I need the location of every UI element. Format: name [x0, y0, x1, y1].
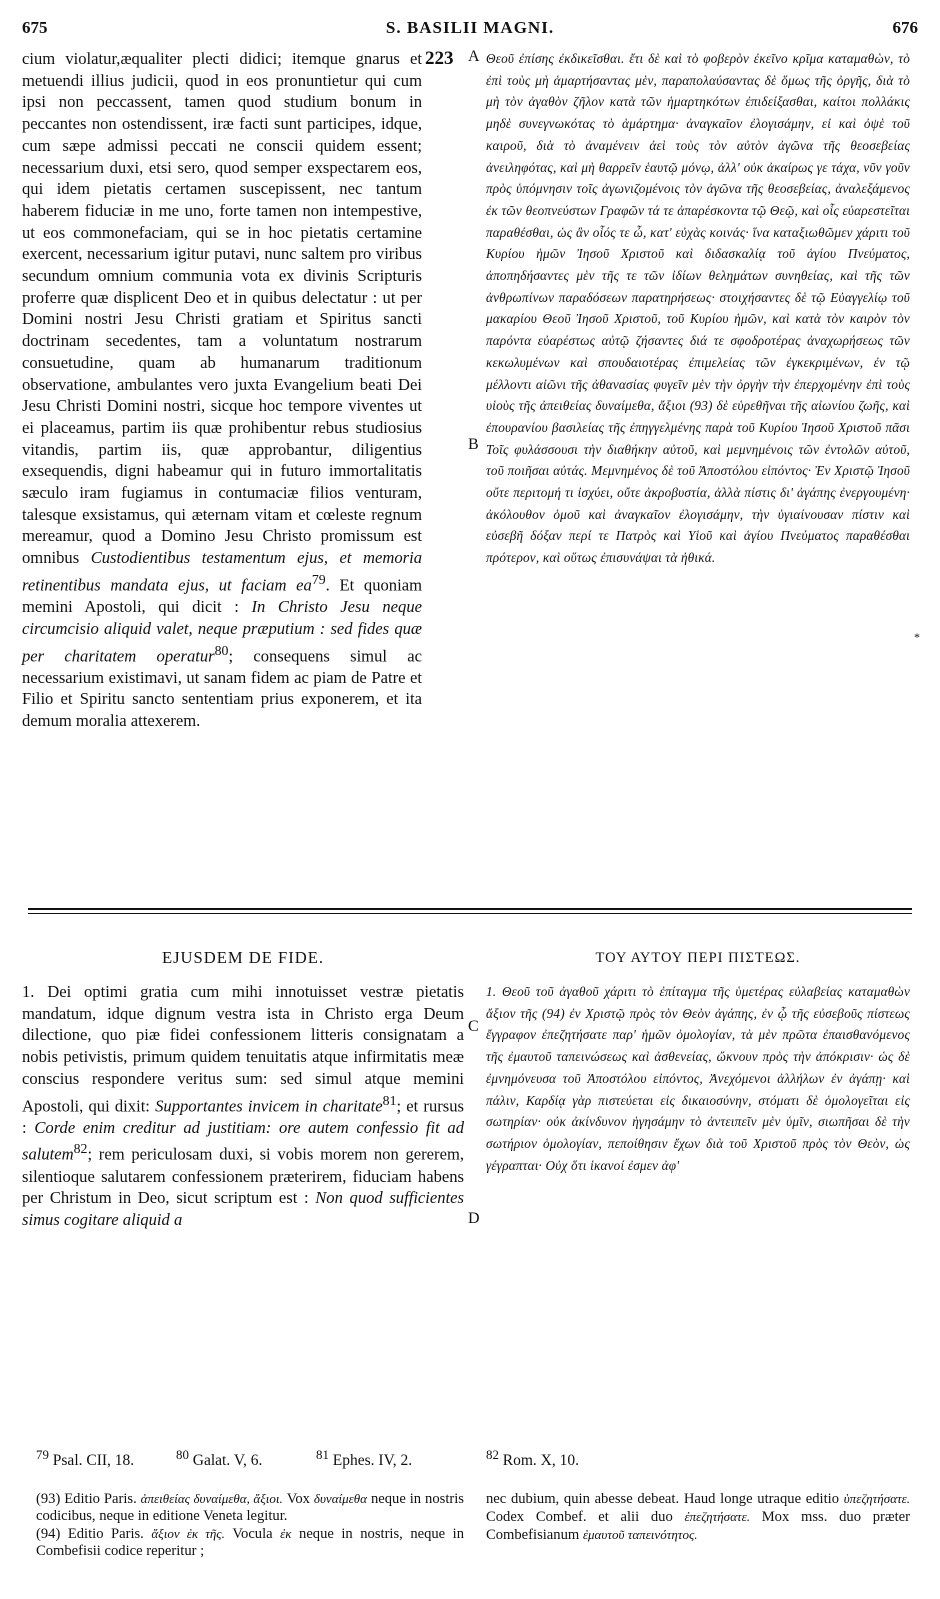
scripture-ref: $^{82}$ Rom. X, 10. — [486, 1447, 579, 1470]
section-divider — [28, 908, 912, 910]
greek-paragraph-top: Θεοῦ ἐπίσης ἐκδικεῖσθαι. ἔτι δὲ καὶ τὸ φοβερὸν ἐκεῖνο κρῖμα καταμαθὼν, τὸ ἐπὶ τοὺς μὴ ἁμαρτήσαντας μὲν, παραπολαύσαντας δὲ ὅμως τῆς ὀργῆς, διὰ τὸ μὴ τὸν ἀγαθὸν ζῆλον κατὰ τῶν ἡμαρτηκότων ἐπιδείξασθαι, καίτοι πολλάκις μηδὲ συνεγνωκότας τὸ ἁμάρτημα· ἀναγκαῖον ἐλογισάμην, εἰ καὶ ὀψὲ τοῦ καιροῦ, διὰ τὸ ἀναμένειν ἀεὶ τοὺς τὸν αὐτὸν ἀγῶνα τῆς θεοσεβείας ἀνειληφότας, καὶ μὴ θαρρεῖν ἑαυτῷ μόνῳ, ἀλλ' οὐκ ἀκαίρως γε τάχα, νῦν γοῦν πρὸς ὑπόμνησιν τοῖς ἀγωνιζομένοις τὸν ἀγῶνα τῆς θεοσεβείας, ἀναλεξάμενος ἐκ τῶν θεοπνεύστων Γραφῶν τά τε ἀπαρέσκοντα τῷ Θεῷ, καὶ οἷς εὐαρεστεῖται παραθέσθαι, ὡς ἂν οἷός τε ὦ, κατ' εὐχὰς κοινάς· ἵνα καταξιωθῶμεν χάριτι τοῦ Κυρίου ἡμῶν Ἰησοῦ Χριστοῦ καὶ διδασκαλίᾳ τοῦ ἁγίου Πνεύματος, ἀποπηδήσαντες μὲν τῆς τε τῶν ἰδίων θελημάτων συνηθείας, καὶ τῆς τῶν ἀνθρωπίνων παραδόσεων παρατηρήσεως· στοιχήσαντες δὲ τῷ Εὐαγγελίῳ τοῦ μακαρίου Θεοῦ Ἰησοῦ Χριστοῦ, τοῦ Κυρίου ἡμῶν, καὶ κατὰ τὸν καιρὸν τὸν παρόντα εὐαρέστως αὐτῷ ζήσαντες διά τε σφοδροτέρας ἀναχωρήσεως τῶν κεκωλυμένων καὶ σπουδαιοτέρας ἐπιμελείας τῶν ἐγκεκριμένων, ἐν τῷ μέλλοντι αἰῶνι τῆς ἀθανασίας φυγεῖν μὲν τὴν ὀργὴν τὴν ἐπερχομένην ἐπὶ τοὺς υἱοὺς τῆς ἀπειθείας δυναίμεθα, ἄξιοι (93) δὲ εὑρεθῆναι τῆς αἰωνίου ζωῆς, καὶ ἐπουρανίου βασιλείας τῆς ἐπηγγελμένης παρὰ τοῦ Κυρίου Ἰησοῦ Χριστοῦ πᾶσι Τοῖς φυλάσσουσι τὴν διαθήκην αὐτοῦ, καὶ μεμνημένοις τῶν ἐντολῶν αὐτοῦ, τοῦ ποιῆσαι αὐτάς. Μεμνημένος δὲ τοῦ Ἀποστόλου εἰπόντος· Ἐν Χριστῷ Ἰησοῦ οὔτε περιτομή τι ἰσχύει, οὔτε ἀκροβυστία, ἀλλὰ πίστις δι' ἀγάπης ἐνεργουμένη· ἀκόλουθον ὁμοῦ καὶ ἀναγκαῖον ἐλογισάμην, τὴν ὑγιαίνουσαν πίστιν καὶ εὐσεβῆ δόξαν περί τε Πατρὸς καὶ Υἱοῦ καὶ ἁγίου Πνεύματος παραθέσθαι πρότερον, καὶ οὕτως ἐπισυνάψαι τὰ ἠθικά. — [486, 51, 910, 566]
scripture-quote: In Christo Jesu neque circumcisio aliquid valet, neque præputium : sed fides quæ per charitatem operatur — [22, 597, 423, 666]
scripture-ref: $^{81}$ Ephes. IV, 2. — [316, 1447, 413, 1470]
running-title: S. BASILII MAGNI. — [385, 18, 555, 37]
scripture-ref: $^{80}$ Galat. V, 6. — [176, 1447, 263, 1470]
greek-column-top — [486, 48, 910, 569]
section-title-greek: ΤΟΥ ΑΥΤΟΥ ΠΕΡΙ ΠΙΣΤΕΩΣ. — [595, 950, 801, 966]
greek-paragraph-bottom: 1. Θεοῦ τοῦ ἀγαθοῦ χάριτι τὸ ἐπίταγμα τῆς ὑμετέρας εὐλαβείας καταμαθὼν ἄξιον τῆς (94) ἐν Χριστῷ πρὸς τὸν Θεὸν ἀγάπης, ἐν ᾧ τῆς εὐσεβοῦς πίστεως ἔγγραφον ἐπεζητήσατε παρ' ἡμῶν ὁμολογίαν, τὰ μὲν πρῶτα ἐπαισθανόμενος τῆς ἐμαυτοῦ ταπεινώσεως καὶ ἀσθενείας, ὤκνουν πρὸς τὴν ἀπόκρισιν· ὡς δὲ ἐμνημόνευσα τοῦ Ἀποστόλου εἰπόντος, Ἀνεχόμενοι ἀλλήλων ἐν ἀγάπῃ· καὶ πάλιν, Καρδίᾳ γὰρ πιστεύεται εἰς δικαιοσύνην, στόματι δὲ ὁμολογεῖται εἰς σωτηρίαν· οὐκ ἀκίνδυνον ἡγησάμην τὸ ἀντειπεῖν μὲν ὑμῖν, σιωπῆσαι δὲ τὴν σωτήριον ὁμολογίαν, πεποίθησιν ἔχων διὰ τοῦ Χριστοῦ πρὸς τὸν Θεὸν, ὡς γέγραπται· Οὐχ ὅτι ἱκανοί ἐσμεν ἀφ' — [486, 984, 910, 1173]
editorial-notes-left — [36, 1490, 464, 1560]
page-number-left: 675 — [22, 18, 48, 37]
chapter-number: 223 — [425, 48, 454, 69]
latin-paragraph-bottom: 1. Dei optimi gratia cum mihi innotuisset vestræ pietatis mandatum, idque dignum vestra ista in Christo erga Deum dilectione, quo piæ fidei confessionem litteris consignatam a nobis petivistis, primum quidem tenuitatis atque infirmitatis meæ conscius respondere veritus sum: sed simul atque memini Apostoli, qui dixit: Supportantes invicem in charitate$^{81}$; et rursus : Corde enim creditur ad justitiam: ore autem confessio fit ad salutem$^{82}$; rem periculosam duxi, si vobis morem non gererem, silentioque salutarem confessionem præterirem, fiduciam habens per Christum in Deo, sicut scriptum est : Non quod sufficientes simus cogitare aliquid a — [22, 982, 464, 1230]
note-93: (93) Editio Paris. ἀπειθείας δυναίμεθα, ἄξιοι. Vox δυναίμεθα neque in nostris codicibus, neque in editione Veneta legitur. — [36, 1491, 464, 1524]
margin-letter-b: B — [468, 436, 479, 453]
footnote-ref: 79 — [311, 571, 326, 587]
page-header — [22, 18, 918, 42]
latin-column-bottom — [22, 981, 464, 1231]
footnote-ref: 80 — [214, 642, 229, 658]
latin-column-top — [22, 48, 422, 732]
page-number-right: 676 — [892, 18, 918, 37]
margin-letter-d: D — [468, 1210, 480, 1227]
marginal-star: * — [914, 630, 920, 644]
scripture-ref: $^{79}$ Psal. CII, 18. — [36, 1447, 135, 1470]
margin-letter-a: A — [468, 48, 480, 65]
editorial-notes-right — [486, 1490, 910, 1544]
scripture-quote: Custodientibus testamentum ejus, et memoria retinentibus mandata ejus, ut faciam ea — [22, 548, 423, 595]
section-title-latin: EJUSDEM DE FIDE. — [161, 948, 325, 967]
margin-letter-c: C — [468, 1018, 479, 1035]
latin-paragraph-top: cium violatur,æqualiter plecti didici; itemque gnarus et metuendi illius judicii, quod in eos pronuntietur qui cum ipsi non peccassent, tamen quod studium bonum in peccantes non ostendissent, iræ facti sunt participes, idque, cum sæpe admissi peccati ne conscii quidem essent; necessarium duxi, etsi sero, quod semper exspectarem eos, qui idem pietatis certamen suscepissent, nec tantum haberem fiduciæ in me uno, forte tamen non intempestive, ut eos commonefaciam, qui se in hoc pietatis certamine exercent, necessarium igitur putavi, nunc saltem pro viribus secundum omnium communia vota ex divinis Scripturis proferre quæ displicent Deo et in quibus delectatur : ut per Domini nostri Jesu Christi gratiam et Spiritus sancti doctrinam secedentes, tam a voluntatum nostrarum consuetudine, quam ab humanarum traditionum observatione, ambulantes vero juxta Evangelium beati Dei Jesu Christi Domini nostri, sicque hoc tempore viventes ut ei placeamus, partim iis quæ prohibentur rebus studiosius vitandis, partim iis, quæ approbantur, diligentius exsequendis, digni habeamur qui in futuro immortalitatis sæculo iram fugiamus in contumaciæ filios venturam, talesque exsistamus, qui æternam vitam et cœleste regnum mereamur, quod a Domino Jesu Christo promissum est omnibus Custodientibus testamentum ejus, et memoria retinentibus mandata ejus, ut faciam $ea^{79}$. Et quoniam memini Apostoli, qui dicit : In Christo Jesu neque circumcisio aliquid valet, neque præputium : sed fides quæ per charitatem operatur$^{80}$; consequens simul ac necessarium existimavi, ut sanam fidem ac piam de Patre et Filio et Spiritu sancto sententiam prius exponerem, et ita demum moralia attexerem. — [22, 49, 423, 731]
note-94: (94) Editio Paris. ἄξιον ἐκ τῆς. Vocula ἐκ neque in nostris, neque in Combefisii codice reperitur ; — [36, 1526, 465, 1559]
greek-column-bottom — [486, 981, 910, 1176]
section-divider-thin — [28, 913, 912, 914]
note-94-continued: nec dubium, quin abesse debeat. Haud longe utraque editio ὑπεζητήσατε. Codex Combef. et alii duo ἐπεζητήσατε. Mox mss. duo præter Combefisianum ἐμαυτοῦ ταπεινότητος. — [486, 1491, 911, 1543]
